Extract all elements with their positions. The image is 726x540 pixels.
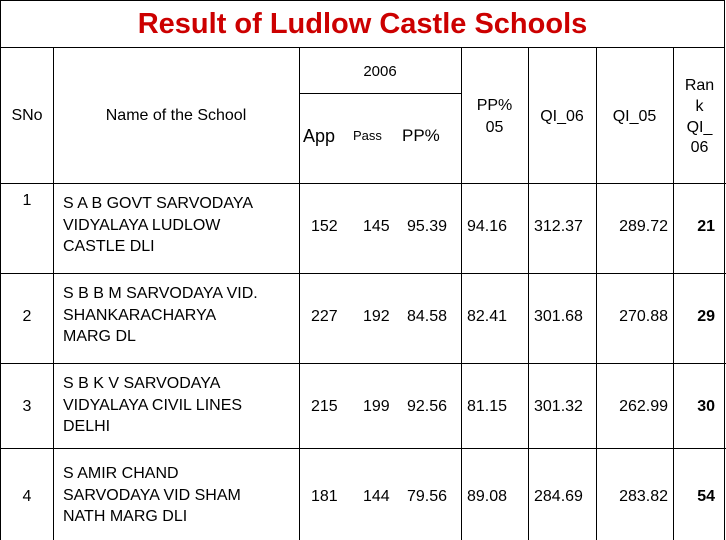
row-divider	[1, 363, 726, 364]
row-divider	[1, 448, 726, 449]
row-rank: 54	[697, 488, 715, 505]
row-ql05: 262.99	[619, 398, 668, 415]
year-header: 2006	[363, 63, 397, 80]
row-divider	[1, 273, 726, 274]
header-pass: Pass	[353, 128, 382, 143]
row-sno: 3	[22, 398, 32, 415]
row-school-name: S A B GOVT SARVODAYA VIDYALAYA LUDLOW CASTLE DLI	[63, 195, 253, 256]
header-rank-line1: Ran	[684, 77, 715, 94]
header-ql05: QI_05	[612, 108, 657, 125]
row-app: 215	[311, 398, 338, 415]
row-sno: 2	[22, 308, 32, 325]
row-school-name: S B K V SARVODAYA VIDYALAYA CIVIL LINES DELHI	[63, 375, 243, 436]
row-sno: 1	[22, 192, 32, 209]
row-rank: 30	[697, 398, 715, 415]
row-pass: 144	[363, 488, 390, 505]
row-pp05: 89.08	[467, 488, 508, 505]
header-name: Name of the School	[105, 107, 247, 124]
header-app: App	[303, 126, 336, 146]
row-divider	[1, 183, 726, 184]
header-rank-line4: 06	[690, 139, 709, 157]
row-app: 181	[311, 488, 338, 505]
col-divider	[299, 48, 300, 540]
row-pp: 84.58	[407, 308, 448, 325]
row-pass: 199	[363, 398, 390, 415]
header-pp05-line1: PP%	[476, 97, 513, 114]
header-ql06: QI_06	[540, 108, 584, 125]
row-school-name: S AMIR CHAND SARVODAYA VID SHAM NATH MARG DLI	[63, 465, 241, 526]
header-pp05	[461, 95, 528, 138]
row-pp05: 82.41	[467, 308, 508, 325]
header-sno: SNo	[11, 107, 43, 124]
year-divider	[299, 93, 461, 94]
header-rank	[673, 76, 726, 159]
row-app: 152	[311, 218, 338, 235]
row-pp05: 94.16	[467, 218, 508, 235]
row-pass: 192	[363, 308, 390, 325]
row-ql05: 270.88	[619, 308, 668, 325]
row-rank: 29	[697, 308, 715, 325]
row-ql05: 283.82	[619, 488, 668, 505]
row-ql06: 301.68	[534, 308, 583, 325]
row-pp: 92.56	[407, 398, 448, 415]
header-rank-line3: QI_	[686, 118, 713, 136]
row-app: 227	[311, 308, 338, 325]
row-pp: 95.39	[407, 218, 448, 235]
row-pass: 145	[363, 218, 390, 235]
row-ql06: 284.69	[534, 488, 583, 505]
row-sno: 4	[22, 488, 32, 505]
row-pp05: 81.15	[467, 398, 508, 415]
header-pp05-line2: 05	[485, 118, 504, 136]
header-rank-line2: k	[695, 97, 704, 115]
row-ql06: 312.37	[534, 218, 583, 235]
row-ql05: 289.72	[619, 218, 668, 235]
header-pp: PP%	[402, 126, 440, 145]
row-rank: 21	[697, 218, 715, 235]
row-pp: 79.56	[407, 488, 448, 505]
row-school-name: S B B M SARVODAYA VID. SHANKARACHARYA MARG DL	[63, 285, 258, 346]
row-ql06: 301.32	[534, 398, 583, 415]
results-table	[0, 48, 725, 540]
page-title: Result of Ludlow Castle Schools	[0, 0, 725, 48]
